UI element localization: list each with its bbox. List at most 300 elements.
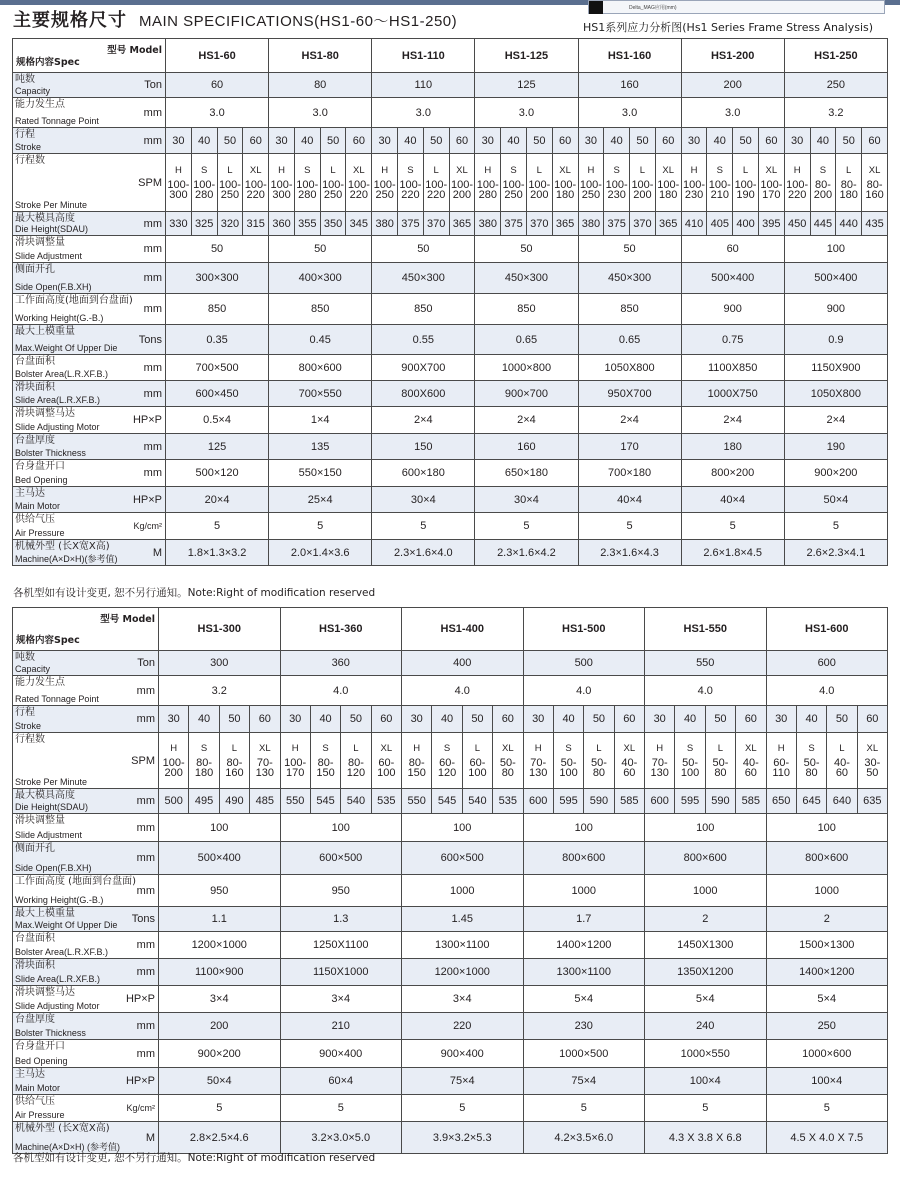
cell-spm: [681, 154, 707, 212]
spm-range-high: 170: [762, 188, 781, 201]
cell-machine: 3.9×3.2×5.3: [402, 1122, 524, 1154]
cell-mainmotor: 50×4: [159, 1068, 281, 1095]
spm-range-low: 50-: [590, 756, 607, 769]
cell-stroke: 30: [372, 128, 398, 154]
spm-range-high: 150: [316, 766, 335, 779]
spm-code: H: [534, 742, 542, 754]
cell-stroke: 30: [681, 128, 707, 154]
cell-capacity: 250: [784, 73, 887, 98]
cell-sideopen: 800×600: [523, 842, 645, 875]
cell-stroke: 50: [462, 706, 492, 733]
spm-range-high: 130: [255, 766, 274, 779]
row-label-spm: [13, 733, 159, 789]
cell-rated: 4.0: [280, 676, 402, 706]
spm-code: S: [808, 742, 815, 754]
label-en: Main Motor: [15, 1083, 61, 1093]
spm-code: L: [227, 164, 233, 176]
cell-motoradj: 1×4: [269, 407, 372, 434]
cell-workh: 850: [372, 294, 475, 325]
spm-range-low: 100-: [528, 178, 551, 191]
cell-bolster: 1250X1100: [280, 932, 402, 959]
stress-thumbnail-image: [589, 1, 603, 14]
cell-stroke: 40: [501, 128, 527, 154]
cell-stroke: 60: [346, 128, 372, 154]
cell-stroke: 50: [217, 128, 243, 154]
cell-stroke: 40: [398, 128, 424, 154]
label-en: Stroke Per Minute: [15, 200, 88, 210]
cell-spm: [398, 154, 424, 212]
model-header: HS1-60: [166, 39, 269, 73]
cell-slidearea: 1300×1100: [523, 959, 645, 986]
spm-range-high: 150: [407, 766, 426, 779]
spm-range-low: 50-: [499, 756, 516, 769]
spm-range-low: 100-: [373, 178, 396, 191]
label-unit: mm: [143, 361, 162, 374]
spm-range-high: 200: [164, 766, 183, 779]
row-label-maxw: [13, 325, 166, 355]
row-label-air: [13, 513, 166, 540]
cell-sideopen: 800×600: [645, 842, 767, 875]
cell-motoradj: 5×4: [645, 986, 767, 1013]
label-unit: mm: [143, 272, 162, 284]
label-cn: 能力发生点: [15, 677, 65, 688]
cell-die-height: 650: [766, 789, 796, 814]
cell-stroke: 60: [449, 128, 475, 154]
corner-cell: [13, 608, 159, 651]
spm-range-low: 40-: [621, 756, 638, 769]
cell-machine: 3.2×3.0×5.0: [280, 1122, 402, 1154]
cell-capacity: 400: [402, 651, 524, 676]
label-cn: 行程: [15, 129, 35, 140]
cell-spm: [810, 154, 836, 212]
label-en: Max.Weight Of Upper Die: [15, 920, 118, 930]
label-en: Air Pressure: [15, 528, 65, 538]
cell-capacity: 300: [159, 651, 281, 676]
cell-spm: [346, 154, 372, 212]
spm-code: XL: [259, 742, 271, 754]
cell-sideopen: 450×300: [475, 263, 578, 294]
cell-stroke: 40: [294, 128, 320, 154]
spm-range-high: 220: [787, 188, 807, 201]
spm-range-low: 80-: [196, 756, 213, 769]
row-label-rated: [13, 676, 159, 706]
cell-spm: [501, 154, 527, 212]
cell-machine: 4.3 X 3.8 X 6.8: [645, 1122, 767, 1154]
label-unit: Tons: [138, 333, 162, 346]
label-cn: 滑块调整马达: [15, 987, 75, 998]
cell-rated: 3.0: [269, 98, 372, 128]
spm-range-high: 280: [194, 188, 214, 201]
cell-workh: 850: [269, 294, 372, 325]
spm-code: H: [170, 742, 178, 754]
cell-die-height: 595: [553, 789, 583, 814]
cell-die-height: 315: [243, 212, 269, 236]
label-cn: 台盘面积: [15, 933, 55, 944]
cell-stroke: 50: [341, 706, 371, 733]
spm-range-low: 60-: [773, 756, 790, 769]
cell-die-height: 400: [733, 212, 759, 236]
cell-spm: [733, 154, 759, 212]
cell-die-height: 405: [707, 212, 733, 236]
model-header: HS1-600: [766, 608, 888, 651]
spm-code: L: [846, 164, 852, 176]
cell-die-height: 365: [655, 212, 681, 236]
cell-slideadj: 50: [578, 236, 681, 263]
spm-range-high: 100: [468, 766, 487, 779]
label-unit: mm: [136, 1047, 155, 1060]
cell-maxw: 0.75: [681, 325, 784, 355]
corner-cell: [13, 39, 166, 73]
spm-range-low: 100-: [244, 178, 267, 191]
cell-workh: 1000: [523, 875, 645, 907]
row-label-slidearea: [13, 381, 166, 407]
spm-code: L: [536, 164, 542, 176]
spm-code: H: [291, 742, 299, 754]
stress-analysis-thumbnail: [588, 0, 885, 14]
label-unit: HP×P: [125, 993, 155, 1005]
cell-stroke: 50: [836, 128, 862, 154]
cell-capacity: 500: [523, 651, 645, 676]
cell-thick: 230: [523, 1013, 645, 1040]
spm-code: S: [819, 164, 827, 176]
row-label-machine: [13, 540, 166, 566]
cell-stroke: 50: [584, 706, 614, 733]
cell-slideadj: 100: [402, 814, 524, 842]
spm-range-high: 170: [286, 766, 305, 779]
label-unit: HP×P: [125, 1075, 155, 1087]
cell-spm: [189, 733, 219, 789]
cell-die-height: 350: [320, 212, 346, 236]
cell-motoradj: 2×4: [372, 407, 475, 434]
cell-stroke: 40: [675, 706, 705, 733]
cell-mainmotor: 75×4: [402, 1068, 524, 1095]
label-unit: mm: [136, 684, 155, 697]
label-cn: 台盘厚度: [15, 1014, 55, 1025]
spm-range-high: 280: [478, 188, 497, 201]
label-unit: Ton: [144, 79, 162, 91]
cell-mainmotor: 40×4: [578, 487, 681, 513]
label-en: Slide Adjustment: [15, 830, 83, 840]
label-cn: 供给气压: [15, 1096, 55, 1107]
cell-die-height: 545: [310, 789, 340, 814]
label-cn: 滑块面积: [15, 382, 55, 393]
cell-stroke: 50: [733, 128, 759, 154]
cell-stroke: 60: [493, 706, 523, 733]
label-cn: 能力发生点: [15, 99, 65, 110]
label-en: Capacity: [15, 664, 51, 674]
cell-rated: 4.0: [766, 676, 888, 706]
modification-note-2: 各机型如有设计变更, 恕不另行通知。Note:Right of modification reserved: [13, 1152, 376, 1164]
label-unit: mm: [136, 713, 155, 725]
cell-spm: [523, 733, 553, 789]
spm-range-high: 50: [866, 766, 879, 779]
spm-code: S: [510, 164, 517, 176]
label-unit: mm: [136, 852, 155, 864]
cell-rated: 3.2: [784, 98, 887, 128]
spm-code: L: [742, 164, 749, 176]
spm-range-high: 180: [659, 188, 678, 201]
cell-workh: 900: [681, 294, 784, 325]
model-header: HS1-80: [269, 39, 372, 73]
spm-range-low: 100-: [218, 178, 241, 191]
spm-range-low: 100-: [476, 178, 499, 191]
cell-slideadj: 100: [159, 814, 281, 842]
spm-range-low: 80-: [814, 178, 831, 191]
spm-range-low: 80-: [226, 756, 243, 769]
cell-spm: [857, 733, 887, 789]
corner-model: 型号 Model: [100, 614, 155, 625]
label-unit: M: [152, 546, 162, 559]
spm-range-low: 50-: [712, 756, 729, 769]
label-unit: mm: [143, 106, 162, 119]
cell-spm: [862, 154, 888, 212]
cell-sideopen: 600×500: [402, 842, 524, 875]
label-unit: mm: [143, 440, 162, 453]
cell-slidearea: 1200×1000: [402, 959, 524, 986]
label-en: Air Pressure: [15, 1110, 65, 1120]
cell-bedopen: 600×180: [372, 460, 475, 487]
cell-motoradj: 2×4: [578, 407, 681, 434]
cell-spm: [217, 154, 243, 212]
spm-code: H: [777, 742, 785, 754]
cell-die-height: 635: [857, 789, 887, 814]
cell-spm: [432, 733, 462, 789]
cell-air: 5: [523, 1095, 645, 1122]
label-en: Machine(A×D×H)(参考值): [15, 554, 118, 564]
cell-die-height: 330: [166, 212, 192, 236]
label-cn: 工作面高度 (地面到台盘面): [15, 876, 136, 887]
cell-mainmotor: 75×4: [523, 1068, 645, 1095]
cell-bedopen: 800×200: [681, 460, 784, 487]
cell-stroke: 30: [784, 128, 810, 154]
cell-bolster: 1400×1200: [523, 932, 645, 959]
label-cn: 主马达: [15, 488, 45, 499]
cell-spm: [584, 733, 614, 789]
cell-sideopen: 400×300: [269, 263, 372, 294]
cell-slidearea: 900×700: [475, 381, 578, 407]
cell-die-height: 355: [294, 212, 320, 236]
cell-sideopen: 450×300: [372, 263, 475, 294]
row-label-capacity: [13, 651, 159, 676]
label-unit: Kg/cm²: [133, 521, 162, 531]
label-cn: 行程数: [15, 155, 45, 166]
spec-table-1: [12, 38, 888, 566]
spm-code: H: [174, 164, 182, 176]
spm-range-low: 100-: [786, 178, 809, 191]
spm-range-low: 40-: [742, 756, 759, 769]
cell-stroke: 50: [219, 706, 249, 733]
cell-machine: 2.3×1.6×4.2: [475, 540, 578, 566]
cell-stroke: 30: [475, 128, 501, 154]
spm-code: S: [716, 164, 723, 176]
label-en: Rated Tonnage Point: [15, 694, 99, 704]
spm-code: S: [613, 164, 620, 176]
label-cn: 机械外型 (长X宽X高): [15, 541, 110, 552]
spm-range-low: 50-: [682, 756, 699, 769]
label-cn: 最大模具高度: [15, 790, 75, 801]
spm-range-high: 220: [427, 188, 446, 201]
cell-die-height: 380: [475, 212, 501, 236]
spm-code: H: [656, 742, 664, 754]
spm-code: H: [587, 164, 595, 176]
cell-spm: [166, 154, 192, 212]
row-label-capacity: [13, 73, 166, 98]
cell-air: 5: [280, 1095, 402, 1122]
spm-code: XL: [765, 164, 778, 176]
cell-slideadj: 100: [784, 236, 887, 263]
cell-slideadj: 100: [280, 814, 402, 842]
row-label-mainmotor: [13, 487, 166, 513]
cell-mainmotor: 25×4: [269, 487, 372, 513]
spm-range-high: 250: [323, 188, 343, 201]
cell-spm: [423, 154, 449, 212]
spm-range-low: 100-: [296, 178, 319, 191]
label-cn: 台盘面积: [15, 356, 55, 367]
row-label-bedopen: [13, 1040, 159, 1068]
cell-machine: 2.6×1.8×4.5: [681, 540, 784, 566]
label-en: Side Open(F.B.XH): [15, 863, 92, 873]
cell-air: 5: [269, 513, 372, 540]
spm-range-high: 60: [835, 766, 849, 779]
cell-stroke: 60: [614, 706, 644, 733]
spm-range-low: 40-: [833, 756, 850, 769]
row-label-slideadj: [13, 814, 159, 842]
spm-range-low: 100-: [631, 178, 654, 191]
cell-stroke: 40: [796, 706, 826, 733]
cell-die-height: 590: [705, 789, 735, 814]
cell-stroke: 60: [243, 128, 269, 154]
cell-spm: [493, 733, 523, 789]
label-cn: 主马达: [15, 1069, 45, 1080]
label-cn: 侧面开孔: [15, 843, 55, 854]
cell-slideadj: 50: [166, 236, 269, 263]
row-label-slideadj: [13, 236, 166, 263]
label-unit: mm: [143, 243, 162, 255]
cell-die-height: 325: [191, 212, 217, 236]
cell-spm: [320, 154, 346, 212]
spm-range-low: 100-: [284, 756, 307, 769]
label-cn: 行程数: [15, 734, 45, 745]
cell-die-height: 600: [523, 789, 553, 814]
row-label-bolster: [13, 932, 159, 959]
spm-range-low: 100-: [708, 178, 731, 191]
spm-range-low: 100-: [450, 178, 473, 191]
model-header: HS1-200: [681, 39, 784, 73]
row-label-bolster: [13, 355, 166, 381]
row-label-air: [13, 1095, 159, 1122]
spm-code: L: [717, 742, 724, 754]
label-cn: 吨数: [15, 74, 35, 85]
cell-stroke: 30: [578, 128, 604, 154]
cell-maxw: 1.3: [280, 907, 402, 932]
label-en: Side Open(F.B.XH): [15, 282, 92, 292]
cell-die-height: 380: [578, 212, 604, 236]
cell-thick: 125: [166, 434, 269, 460]
label-unit: mm: [143, 303, 162, 315]
cell-slidearea: 800X600: [372, 381, 475, 407]
cell-mainmotor: 100×4: [766, 1068, 888, 1095]
spm-range-high: 250: [375, 188, 394, 201]
cell-bedopen: 900×400: [402, 1040, 524, 1068]
cell-capacity: 550: [645, 651, 767, 676]
cell-machine: 1.8×1.3×3.2: [166, 540, 269, 566]
spm-range-high: 130: [529, 766, 548, 779]
spm-range-low: 80-: [840, 178, 857, 191]
label-cn: 行程: [15, 707, 35, 718]
cell-slidearea: 700×550: [269, 381, 372, 407]
cell-bedopen: 1000×550: [645, 1040, 767, 1068]
cell-motoradj: 5×4: [523, 986, 645, 1013]
spm-code: S: [565, 742, 572, 754]
cell-bolster: 1300×1100: [402, 932, 524, 959]
label-cn: 机械外型 (长X宽X高): [15, 1123, 110, 1134]
cell-workh: 950: [280, 875, 402, 907]
cell-stroke: 30: [159, 706, 189, 733]
label-cn: 台身盘开口: [15, 1041, 65, 1052]
cell-stroke: 30: [280, 706, 310, 733]
spm-range-high: 210: [710, 188, 729, 201]
cell-maxw: 0.55: [372, 325, 475, 355]
cell-spm: [630, 154, 656, 212]
cell-air: 5: [372, 513, 475, 540]
spm-code: S: [304, 164, 311, 176]
cell-thick: 220: [402, 1013, 524, 1040]
cell-bolster: 1450X1300: [645, 932, 767, 959]
cell-motoradj: 2×4: [475, 407, 578, 434]
cell-die-height: 600: [645, 789, 675, 814]
cell-spm: [675, 733, 705, 789]
spm-code: XL: [866, 742, 879, 754]
cell-die-height: 535: [493, 789, 523, 814]
cell-machine: 4.2×3.5×6.0: [523, 1122, 645, 1154]
cell-die-height: 585: [736, 789, 766, 814]
spm-range-high: 100: [559, 766, 578, 779]
label-unit: Tons: [131, 913, 155, 925]
spm-range-low: 60-: [378, 756, 395, 769]
cell-thick: 190: [784, 434, 887, 460]
model-header: HS1-110: [372, 39, 475, 73]
cell-sideopen: 500×400: [784, 263, 887, 294]
spm-range-high: 220: [349, 188, 369, 201]
label-en: Stroke Per Minute: [15, 777, 88, 787]
spm-range-high: 120: [437, 766, 457, 779]
cell-machine: 4.5 X 4.0 X 7.5: [766, 1122, 888, 1154]
cell-slidearea: 1350X1200: [645, 959, 767, 986]
cell-die-height: 595: [675, 789, 705, 814]
row-label-thick: [13, 434, 166, 460]
cell-air: 5: [681, 513, 784, 540]
label-unit: mm: [136, 1020, 155, 1032]
cell-mainmotor: 30×4: [475, 487, 578, 513]
cell-motoradj: 2×4: [784, 407, 887, 434]
spm-range-high: 250: [504, 188, 523, 201]
label-en: Bolster Thickness: [15, 448, 86, 458]
cell-spm: [526, 154, 552, 212]
cell-slideadj: 50: [372, 236, 475, 263]
cell-spm: [310, 733, 340, 789]
cell-spm: [462, 733, 492, 789]
spm-range-low: 100-: [270, 178, 293, 191]
label-en: Stroke: [15, 721, 42, 731]
cell-spm: [475, 154, 501, 212]
cell-die-height: 535: [371, 789, 401, 814]
modification-note-1: 各机型如有设计变更, 恕不另行通知。Note:Right of modification reserved: [13, 587, 376, 599]
cell-spm: [402, 733, 432, 789]
cell-bolster: 900X700: [372, 355, 475, 381]
label-en: Slide Adjusting Motor: [15, 422, 100, 432]
cell-air: 5: [475, 513, 578, 540]
cell-die-height: 365: [449, 212, 475, 236]
